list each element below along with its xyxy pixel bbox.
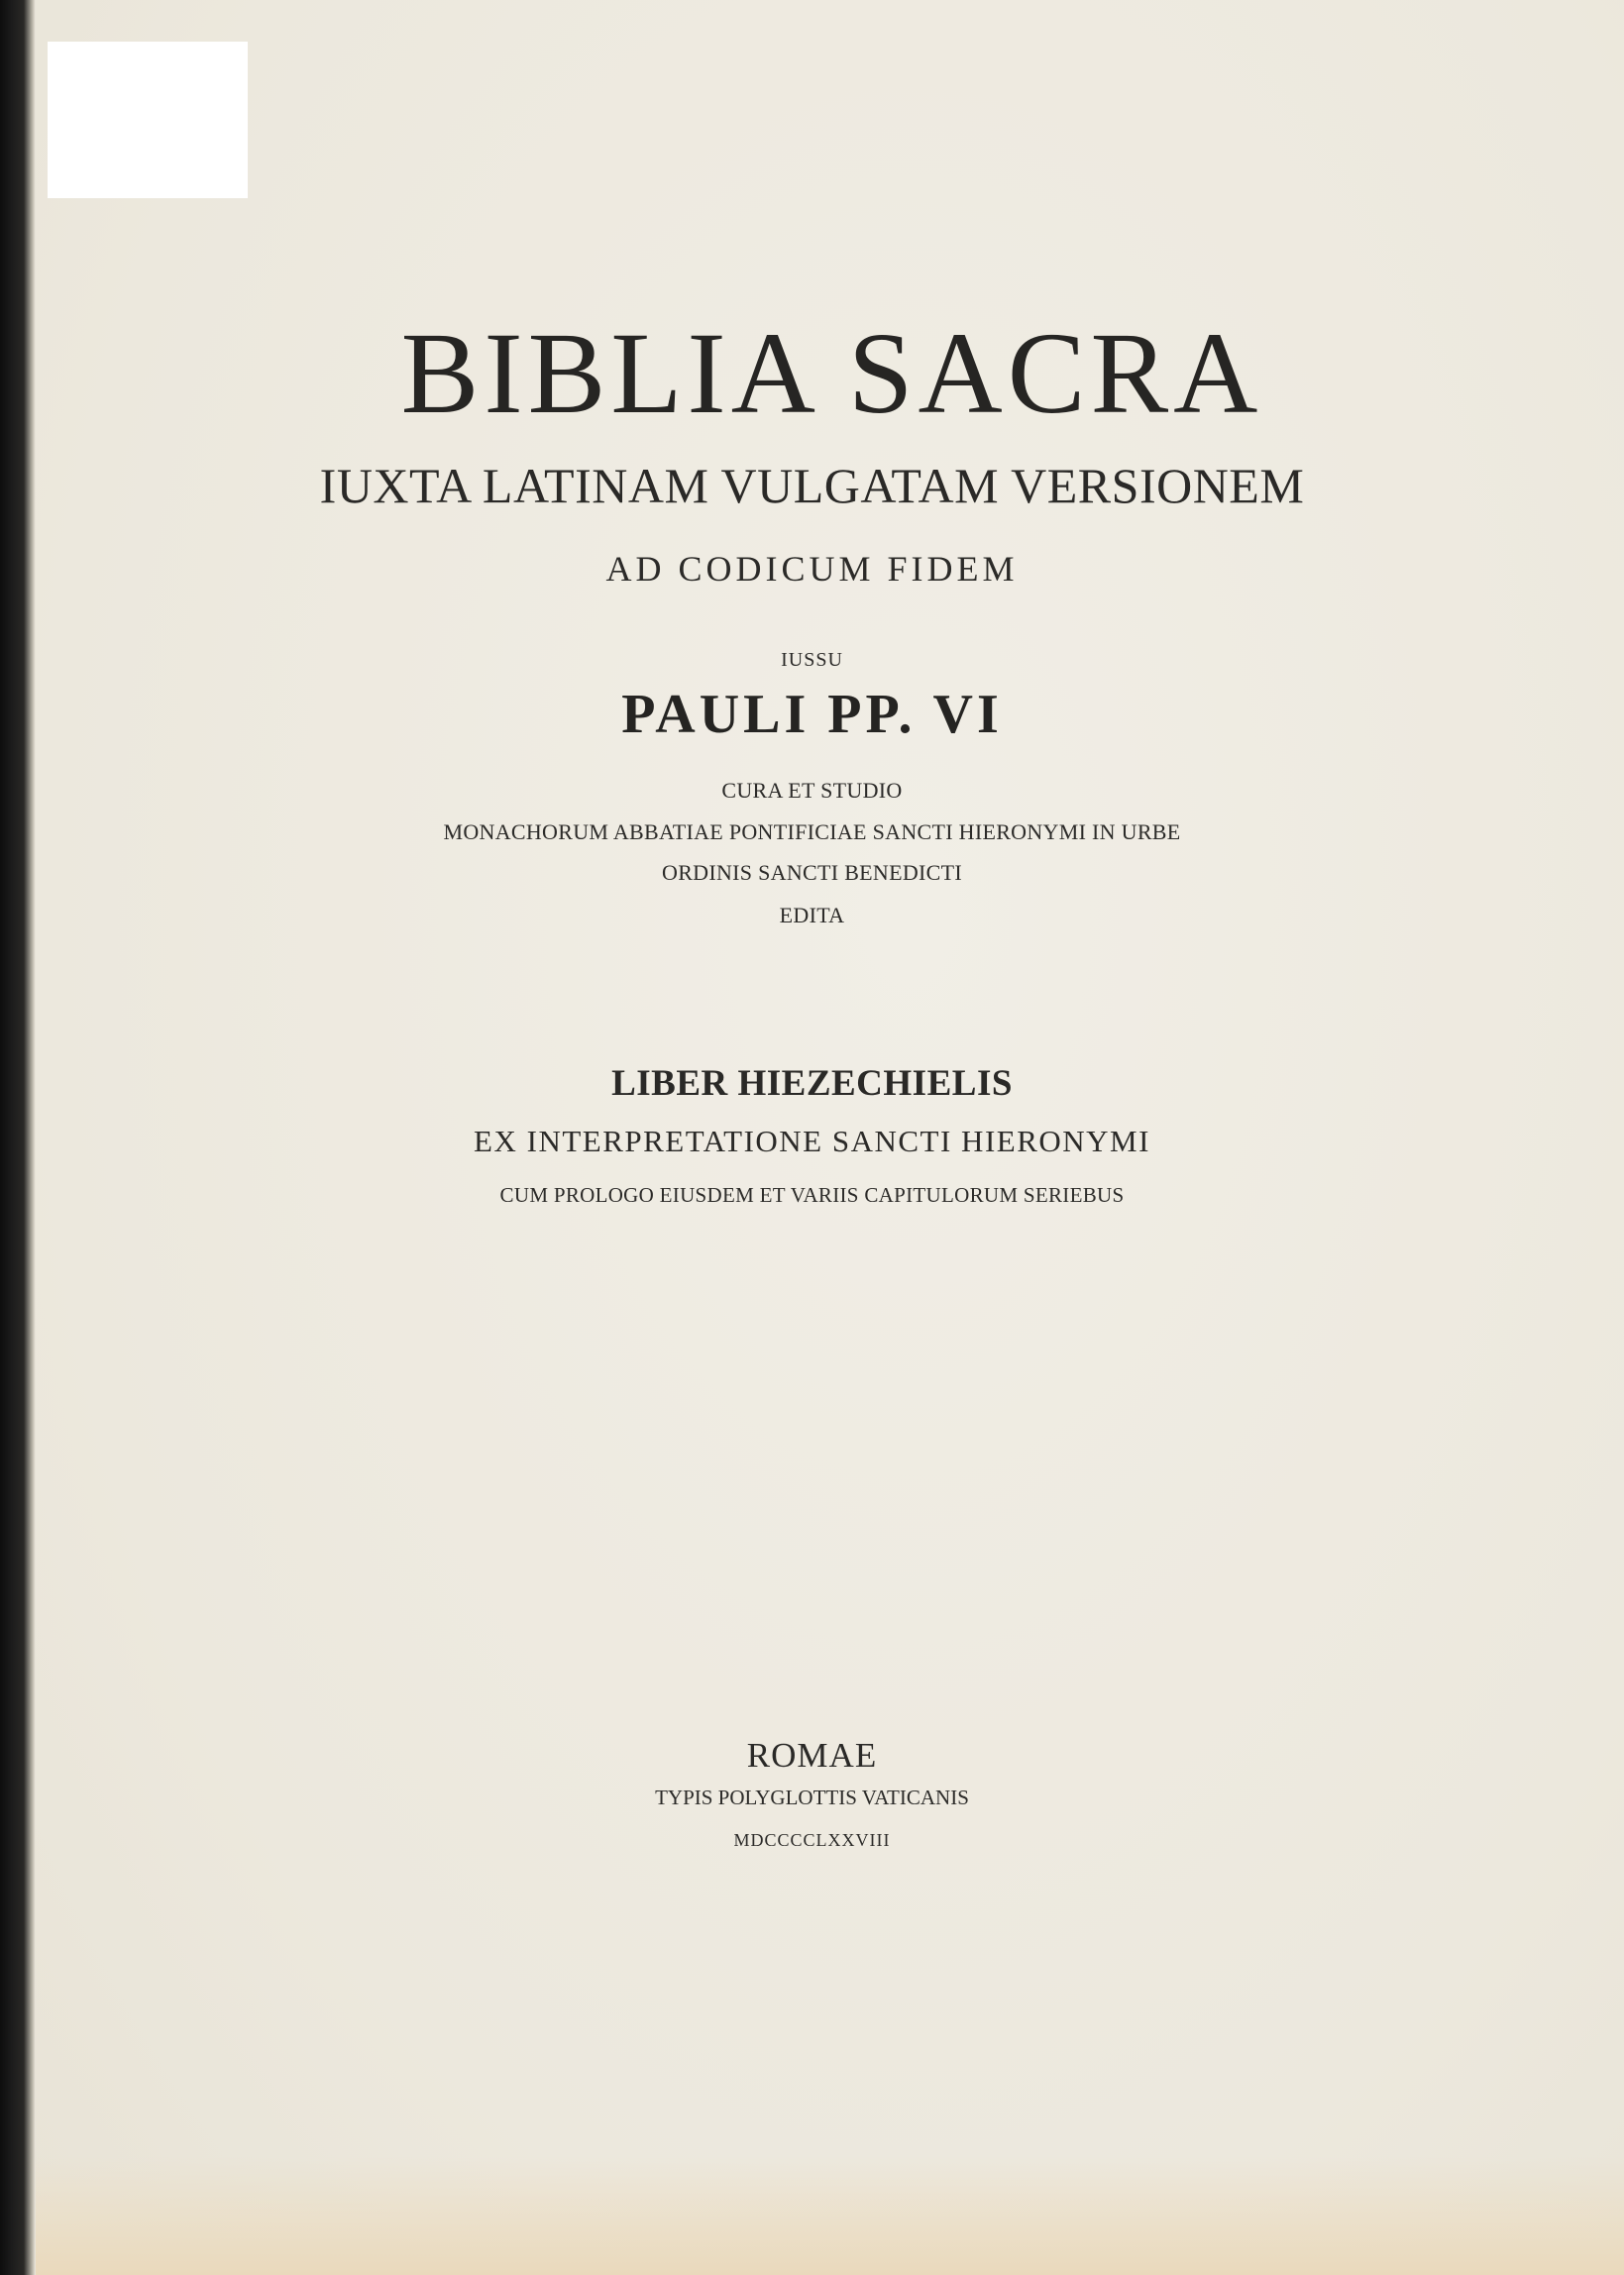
subtitle-version: IUXTA LATINAM VULGATAM VERSIONEM <box>319 458 1305 513</box>
main-title: BIBLIA SACRA <box>400 308 1263 438</box>
imprint-year: MDCCCCLXXVIII <box>733 1830 891 1850</box>
book-contents: CUM PROLOGO EIUSDEM ET VARIIS CAPITULORUM SERIEBUS <box>499 1183 1125 1207</box>
editorial-line-1: CURA ET STUDIO <box>721 778 903 803</box>
editorial-line-4: EDITA <box>779 903 845 927</box>
paper-discoloration <box>36 2156 1624 2275</box>
imprint-city: ROMAE <box>746 1736 878 1775</box>
editorial-line-2: MONACHORUM ABBATIAE PONTIFICIAE SANCTI HIERONYMI IN URBE <box>443 819 1181 844</box>
imprint-printer: TYPIS POLYGLOTTIS VATICANIS <box>655 1786 969 1809</box>
subtitle-fidelity: AD CODICUM FIDEM <box>605 549 1019 589</box>
iussu-label: IUSSU <box>781 649 843 671</box>
book-title: LIBER HIEZECHIELIS <box>611 1063 1013 1104</box>
book-interpretation: EX INTERPRETATIONE SANCTI HIERONYMI <box>474 1124 1150 1158</box>
blank-label-patch <box>48 42 248 198</box>
pope-name: PAULI PP. VI <box>621 684 1003 745</box>
editorial-line-3: ORDINIS SANCTI BENEDICTI <box>662 860 962 885</box>
